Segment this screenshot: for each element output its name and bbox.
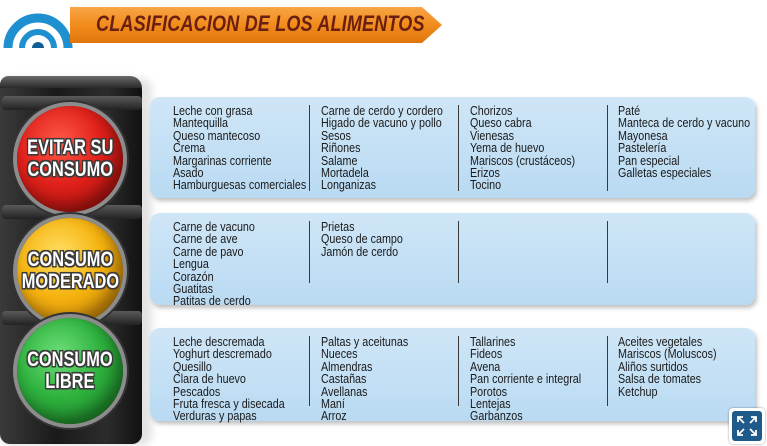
food-item: Avellanas — [321, 384, 368, 399]
column-divider — [309, 336, 310, 406]
food-item: Pan corriente e integral — [470, 372, 582, 387]
food-item: Higado de vacuno y pollo — [321, 116, 442, 131]
page-title: CLASIFICACION DE LOS ALIMENTOS — [96, 11, 425, 36]
food-item: Yoghurt descremado — [173, 347, 272, 362]
panel-evitar-consumo — [150, 97, 755, 198]
food-item: Guatitas — [173, 281, 214, 296]
food-item: Mayonesa — [618, 128, 668, 143]
food-column — [618, 105, 750, 179]
light-label-line: CONSUMO — [27, 158, 113, 181]
panel-consumo-moderado — [150, 213, 755, 309]
fullscreen-button[interactable] — [729, 408, 765, 444]
food-column — [470, 105, 575, 192]
food-item: Asado — [173, 165, 204, 180]
food-item: Paté — [618, 104, 641, 118]
food-item: Leche descremada — [173, 335, 265, 349]
food-item: Queso de campo — [321, 232, 403, 247]
food-item: Galletas especiales — [618, 165, 712, 180]
logo-icon — [0, 0, 80, 50]
food-item: Porotos — [470, 384, 508, 399]
light-label — [21, 249, 118, 293]
food-item: Patitas de cerdo — [173, 294, 251, 309]
food-item: Ketchup — [618, 384, 658, 399]
traffic-light-cap — [0, 76, 142, 88]
food-column — [173, 105, 306, 192]
column-divider — [458, 221, 459, 283]
fullscreen-icon — [732, 411, 762, 441]
food-item: Almendras — [321, 359, 373, 374]
food-item: Fruta fresca y disecada — [173, 396, 285, 411]
food-item: Tallarines — [470, 335, 516, 349]
food-item: Maní — [321, 396, 345, 411]
red-light — [17, 106, 123, 212]
food-item: Salame — [321, 153, 358, 168]
food-item: Lentejas — [470, 396, 511, 411]
food-item: Mortadela — [321, 165, 369, 180]
food-item: Carne de cerdo y cordero — [321, 104, 443, 118]
column-divider — [458, 336, 459, 406]
green-light — [17, 318, 123, 424]
food-column — [321, 336, 408, 423]
light-label-line: CONSUMO — [27, 348, 113, 371]
column-divider — [309, 105, 310, 191]
food-item: Riñones — [321, 141, 361, 156]
food-item: Mariscos (crustáceos) — [470, 153, 576, 168]
food-item: Pan especial — [618, 153, 680, 168]
food-item: Verduras y papas — [173, 409, 257, 424]
food-item: Paltas y aceitunas — [321, 335, 409, 349]
column-divider — [309, 221, 310, 283]
food-item: Garbanzos — [470, 409, 523, 424]
food-item: Avena — [470, 359, 501, 374]
food-item: Chorizos — [470, 104, 513, 118]
food-item: Queso cabra — [470, 116, 532, 131]
food-item: Pastelería — [618, 141, 667, 156]
food-item: Margarinas corriente — [173, 153, 272, 168]
fullscreen-button-face — [732, 411, 762, 441]
food-item: Aliños surtidos — [618, 359, 688, 374]
food-item: Leche con grasa — [173, 104, 253, 118]
panel-consumo-libre — [150, 328, 755, 424]
food-item: Nueces — [321, 347, 358, 362]
food-item: Jamón de cerdo — [321, 244, 399, 259]
food-item: Mariscos (Moluscos) — [618, 347, 717, 362]
column-divider — [458, 105, 459, 191]
food-item: Erizos — [470, 165, 500, 180]
food-item: Mantequilla — [173, 116, 228, 131]
food-item: Carne de vacuno — [173, 220, 255, 234]
light-label — [27, 137, 113, 181]
food-item: Clara de huevo — [173, 372, 246, 387]
light-label — [27, 349, 113, 393]
column-divider — [607, 105, 608, 191]
food-item: Quesillo — [173, 359, 212, 374]
food-item: Sesos — [321, 128, 351, 143]
food-column — [173, 221, 255, 308]
column-divider — [607, 336, 608, 406]
light-label-line: LIBRE — [45, 370, 95, 393]
food-column — [173, 336, 285, 423]
food-item: Fideos — [470, 347, 503, 362]
light-label-line: CONSUMO — [27, 248, 113, 271]
food-item: Corazón — [173, 269, 214, 284]
food-item: Salsa de tomates — [618, 372, 702, 387]
food-column — [321, 105, 443, 192]
food-column — [321, 221, 403, 258]
food-item: Arroz — [321, 409, 347, 424]
food-item: Lengua — [173, 257, 209, 272]
food-item: Vienesas — [470, 128, 515, 143]
light-label-line: EVITAR SU — [26, 136, 114, 159]
food-item: Castañas — [321, 372, 367, 387]
column-divider — [607, 221, 608, 283]
food-column — [470, 336, 581, 423]
food-item: Hamburguesas comerciales — [173, 178, 307, 193]
light-label-line: MODERADO — [21, 270, 119, 293]
food-item: Carne de ave — [173, 232, 238, 247]
food-item: Yema de huevo — [470, 141, 545, 156]
yellow-light — [17, 218, 123, 324]
food-item: Aceites vegetales — [618, 335, 703, 349]
food-item: Queso mantecoso — [173, 128, 261, 143]
food-item: Manteca de cerdo y vacuno — [618, 116, 751, 131]
food-item: Pescados — [173, 384, 221, 399]
food-item: Crema — [173, 141, 206, 156]
food-item: Longanizas — [321, 178, 376, 193]
food-item: Tocino — [470, 178, 502, 193]
food-item: Prietas — [321, 220, 355, 234]
food-column — [618, 336, 717, 398]
food-item: Carne de pavo — [173, 244, 244, 259]
